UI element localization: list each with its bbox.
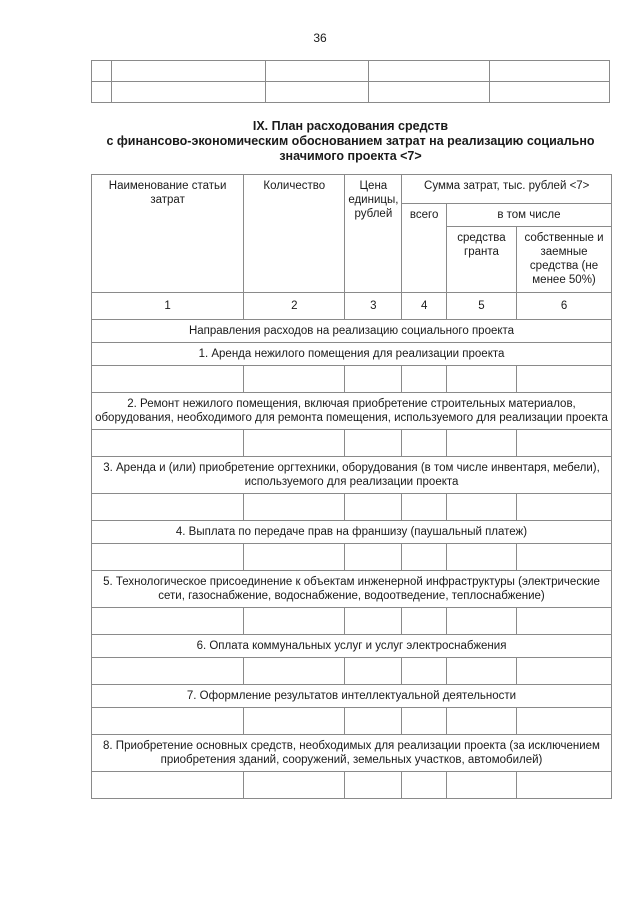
input-cell[interactable]	[345, 708, 402, 735]
input-cell[interactable]	[517, 708, 612, 735]
main-heading-row	[92, 320, 612, 343]
input-cell[interactable]	[517, 544, 612, 571]
input-cell[interactable]	[92, 430, 244, 457]
input-cell[interactable]	[345, 430, 402, 457]
title-line: IX. План расходования средств	[252, 119, 449, 133]
section-row	[92, 343, 612, 366]
section-row	[92, 457, 612, 494]
header-quantity: Количество	[244, 175, 345, 293]
input-cell[interactable]	[92, 658, 244, 685]
input-cell[interactable]	[244, 430, 345, 457]
section-heading: 3. Аренда и (или) приобретение оргтехники, оборудования (в том числе инвентаря, мебели), используемого для реализации проекта	[92, 457, 612, 494]
column-number: 5	[446, 293, 516, 320]
input-cell[interactable]	[244, 608, 345, 635]
input-cell[interactable]	[446, 544, 516, 571]
table-cell[interactable]	[265, 82, 369, 103]
input-cell[interactable]	[92, 544, 244, 571]
section-heading: 5. Технологическое присоединение к объектам инженерной инфраструктуры (электрические сети, газоснабжение, водоснабжение, водоотведение, теплоснабжение)	[92, 571, 612, 608]
input-row	[92, 608, 612, 635]
input-cell[interactable]	[345, 772, 402, 799]
input-cell[interactable]	[446, 772, 516, 799]
input-cell[interactable]	[446, 658, 516, 685]
header-item: Наименование статьи затрат	[92, 175, 244, 293]
table-cell[interactable]	[265, 61, 369, 82]
section-heading: 2. Ремонт нежилого помещения, включая приобретение строительных материалов, оборудования, необходимого для ремонта помещения, используемого для реализации проекта	[92, 393, 612, 430]
input-cell[interactable]	[92, 366, 244, 393]
continuation-table	[91, 60, 610, 103]
input-cell[interactable]	[446, 366, 516, 393]
input-cell[interactable]	[517, 494, 612, 521]
input-cell[interactable]	[244, 658, 345, 685]
header-own: собственные и заемные средства (не менее 50%)	[517, 227, 612, 293]
table-cell[interactable]	[369, 82, 490, 103]
input-row	[92, 772, 612, 799]
input-cell[interactable]	[345, 658, 402, 685]
input-cell[interactable]	[402, 608, 446, 635]
input-cell[interactable]	[402, 494, 446, 521]
input-cell[interactable]	[517, 772, 612, 799]
input-cell[interactable]	[345, 608, 402, 635]
page-number: 36	[313, 31, 327, 45]
column-number-row	[92, 293, 612, 320]
input-cell[interactable]	[402, 366, 446, 393]
input-cell[interactable]	[446, 494, 516, 521]
input-cell[interactable]	[244, 494, 345, 521]
table-cell[interactable]	[92, 82, 112, 103]
input-cell[interactable]	[92, 494, 244, 521]
input-cell[interactable]	[517, 430, 612, 457]
input-cell[interactable]	[345, 366, 402, 393]
input-cell[interactable]	[92, 772, 244, 799]
section-row	[92, 685, 612, 708]
input-row	[92, 708, 612, 735]
section-heading: 7. Оформление результатов интеллектуальной деятельности	[92, 685, 612, 708]
input-cell[interactable]	[92, 708, 244, 735]
input-cell[interactable]	[402, 772, 446, 799]
column-number: 1	[92, 293, 244, 320]
title-line: значимого проекта <7>	[279, 149, 422, 163]
input-cell[interactable]	[345, 544, 402, 571]
input-row	[92, 658, 612, 685]
section-title	[91, 119, 610, 164]
column-number: 4	[402, 293, 446, 320]
header-price: Цена единицы, рублей	[345, 175, 402, 293]
table-cell[interactable]	[92, 61, 112, 82]
input-cell[interactable]	[402, 658, 446, 685]
section-heading: 1. Аренда нежилого помещения для реализации проекта	[92, 343, 612, 366]
input-cell[interactable]	[345, 494, 402, 521]
column-number: 2	[244, 293, 345, 320]
section-row	[92, 393, 612, 430]
input-cell[interactable]	[402, 430, 446, 457]
input-row	[92, 494, 612, 521]
header-grant: средства гранта	[446, 227, 516, 293]
header-row	[92, 175, 612, 204]
section-row	[92, 635, 612, 658]
column-number: 6	[517, 293, 612, 320]
input-cell[interactable]	[244, 708, 345, 735]
input-cell[interactable]	[244, 772, 345, 799]
table-row	[92, 61, 610, 82]
input-cell[interactable]	[402, 708, 446, 735]
input-row	[92, 544, 612, 571]
table-cell[interactable]	[111, 82, 265, 103]
section-heading: 6. Оплата коммунальных услуг и услуг электроснабжения	[92, 635, 612, 658]
section-row	[92, 735, 612, 772]
input-cell[interactable]	[402, 544, 446, 571]
header-including: в том числе	[446, 204, 611, 227]
table-cell[interactable]	[369, 61, 490, 82]
input-cell[interactable]	[244, 544, 345, 571]
input-row	[92, 366, 612, 393]
table-cell[interactable]	[490, 82, 610, 103]
expense-plan-table	[91, 174, 612, 799]
table-cell[interactable]	[490, 61, 610, 82]
section-heading: 8. Приобретение основных средств, необходимых для реализации проекта (за исключением приобретения зданий, сооружений, земельных участков, автомобилей)	[92, 735, 612, 772]
column-number: 3	[345, 293, 402, 320]
section-row	[92, 521, 612, 544]
section-row	[92, 571, 612, 608]
title-line: с финансово-экономическим обоснованием затрат на реализацию социально	[106, 134, 595, 148]
header-total: всего	[402, 204, 446, 293]
input-row	[92, 430, 612, 457]
input-cell[interactable]	[244, 366, 345, 393]
main-heading: Направления расходов на реализацию социального проекта	[92, 320, 612, 343]
header-sum: Сумма затрат, тыс. рублей <7>	[402, 175, 612, 204]
section-heading: 4. Выплата по передаче прав на франшизу (паушальный платеж)	[92, 521, 612, 544]
input-cell[interactable]	[92, 608, 244, 635]
input-cell[interactable]	[517, 658, 612, 685]
input-cell[interactable]	[446, 608, 516, 635]
input-cell[interactable]	[517, 366, 612, 393]
input-cell[interactable]	[517, 608, 612, 635]
table-row	[92, 82, 610, 103]
table-cell[interactable]	[111, 61, 265, 82]
input-cell[interactable]	[446, 708, 516, 735]
input-cell[interactable]	[446, 430, 516, 457]
